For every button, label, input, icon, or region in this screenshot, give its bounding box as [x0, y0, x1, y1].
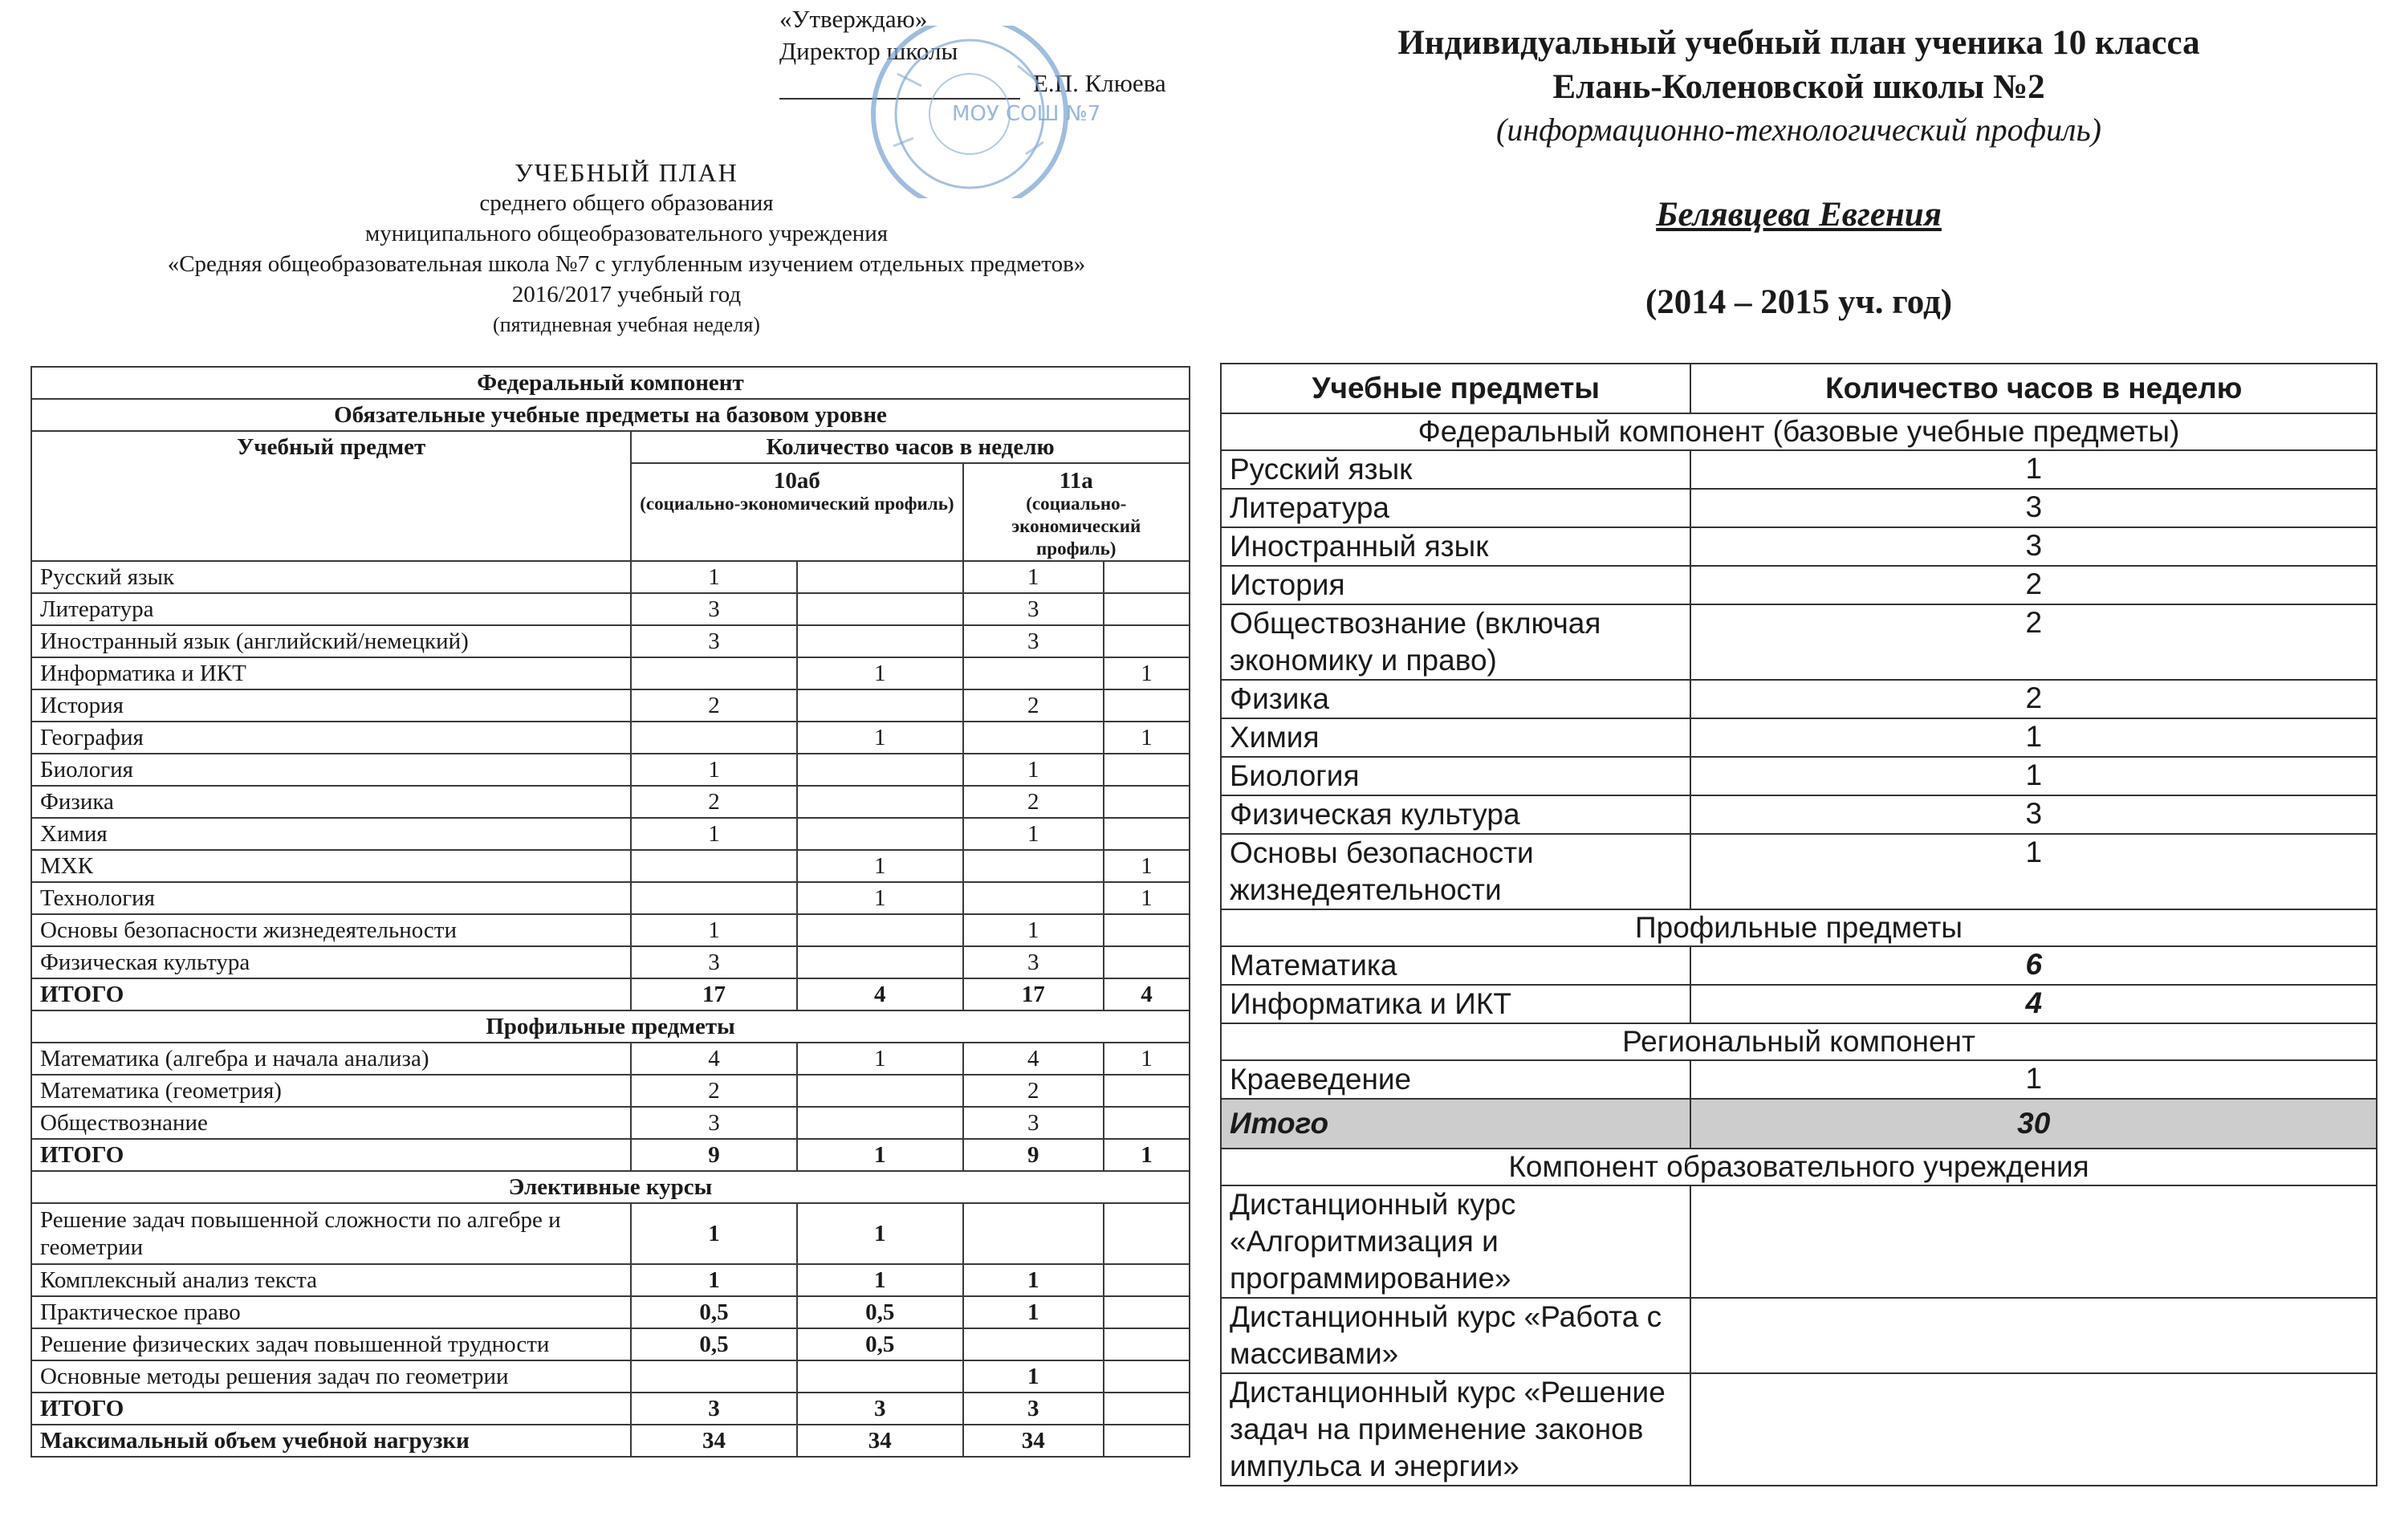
row-hours	[1690, 1185, 2377, 1298]
section-federal-base: Федеральный компонент (базовые учебные предметы)	[1221, 413, 2377, 450]
row-subject: История	[1221, 566, 1690, 604]
table-row	[31, 754, 1190, 786]
row-hours	[1104, 1393, 1190, 1425]
row-hours: 1	[1690, 450, 2377, 489]
row-hours: 34	[631, 1425, 797, 1457]
row-subject: Физическая культура	[1221, 795, 1690, 834]
col-header-class-10ab	[631, 463, 962, 561]
table-row	[1221, 489, 2377, 527]
row-subject: Основные методы решения задач по геометрии	[31, 1360, 631, 1393]
row-subject: История	[31, 689, 631, 722]
table-row	[31, 914, 1190, 946]
table-row	[31, 1296, 1190, 1328]
row-hours: 1	[1104, 1139, 1190, 1171]
table-row	[1221, 834, 2377, 909]
row-subject: Технология	[31, 882, 631, 914]
row-hours	[963, 657, 1104, 689]
row-subject: Практическое право	[31, 1296, 631, 1328]
row-subject: Литература	[1221, 489, 1690, 527]
row-subject: Русский язык	[1221, 450, 1690, 489]
row-hours: 3	[963, 946, 1104, 978]
class-11a-note: (социально-экономический профиль)	[1011, 494, 1141, 559]
row-hours: 1	[797, 1264, 963, 1296]
row-hours	[1104, 1328, 1190, 1360]
plan-title: УЧЕБНЫЙ ПЛАН	[515, 158, 738, 187]
table-row	[31, 786, 1190, 818]
section-regional: Региональный компонент	[1221, 1023, 2377, 1060]
col-header-class-11a	[963, 463, 1190, 561]
row-subject: Физическая культура	[31, 946, 631, 978]
row-subject: Физика	[31, 786, 631, 818]
section-profile: Профильные предметы	[1221, 909, 2377, 946]
row-hours: 3	[963, 1107, 1104, 1139]
row-hours: 1	[797, 657, 963, 689]
row-hours: 2	[631, 689, 797, 722]
table-row	[31, 561, 1190, 593]
row-hours: 1	[631, 754, 797, 786]
row-hours: 1	[1104, 850, 1190, 882]
row-hours	[631, 882, 797, 914]
col-header-hours-per-week: Количество часов в неделю	[1690, 364, 2377, 413]
table-row	[1221, 718, 2377, 757]
row-hours	[1104, 754, 1190, 786]
row-subject: Основы безопасности жизнедеятельности	[1221, 834, 1690, 909]
total-hours: 30	[1690, 1099, 2377, 1149]
row-hours	[1104, 1107, 1190, 1139]
row-hours: 1	[963, 818, 1104, 850]
row-hours: 2	[963, 689, 1104, 722]
table-row	[31, 1360, 1190, 1393]
table-row	[31, 625, 1190, 657]
individual-plan-table	[1220, 363, 2377, 1486]
table-row	[31, 818, 1190, 850]
row-hours: 0,5	[631, 1296, 797, 1328]
row-subject: Информатика и ИКТ	[1221, 985, 1690, 1023]
individual-plan-title	[1220, 21, 2377, 109]
row-hours	[963, 1328, 1104, 1360]
row-hours	[1104, 1425, 1190, 1457]
row-hours	[797, 1360, 963, 1393]
row-hours	[1104, 561, 1190, 593]
row-hours	[963, 1203, 1104, 1264]
row-hours	[1104, 818, 1190, 850]
row-hours: 3	[631, 946, 797, 978]
row-hours	[1104, 914, 1190, 946]
table-row	[31, 593, 1190, 625]
seal-text: МОУ СОШ №7	[952, 102, 1101, 126]
row-subject: Математика (алгебра и начала анализа)	[31, 1043, 631, 1075]
row-hours: 4	[1104, 978, 1190, 1010]
row-hours: 1	[797, 1043, 963, 1075]
row-subject: Химия	[1221, 718, 1690, 757]
row-hours: 3	[1690, 527, 2377, 566]
row-subject: Дистанционный курс «Алгоритмизация и программирование»	[1221, 1185, 1690, 1298]
table-row	[31, 850, 1190, 882]
row-subject: Иностранный язык	[1221, 527, 1690, 566]
row-hours: 3	[631, 1107, 797, 1139]
table-row	[31, 689, 1190, 722]
row-hours: 1	[797, 1139, 963, 1171]
academic-year: (2014 – 2015 уч. год)	[1645, 283, 1953, 321]
director-title: Директор школы	[779, 37, 958, 65]
row-hours: 3	[1690, 489, 2377, 527]
individual-plan-document	[1220, 0, 2377, 1537]
row-hours: 3	[631, 593, 797, 625]
row-hours: 3	[631, 1393, 797, 1425]
class-10ab-note: (социально-экономический профиль)	[640, 494, 954, 514]
table-row	[1221, 985, 2377, 1023]
row-hours: 3	[963, 625, 1104, 657]
row-hours: 2	[631, 1075, 797, 1107]
row-subject: География	[31, 722, 631, 754]
table-row	[31, 1043, 1190, 1075]
row-subject: Комплексный анализ текста	[31, 1264, 631, 1296]
row-subject: Информатика и ИКТ	[31, 657, 631, 689]
row-hours: 1	[963, 754, 1104, 786]
row-subject: Иностранный язык (английский/немецкий)	[31, 625, 631, 657]
row-hours	[1104, 1075, 1190, 1107]
table-row	[31, 1107, 1190, 1139]
row-hours	[963, 882, 1104, 914]
row-hours	[1690, 1373, 2377, 1486]
row-subject: ИТОГО	[31, 978, 631, 1010]
row-subject: Физика	[1221, 680, 1690, 718]
row-hours	[1104, 593, 1190, 625]
row-hours: 2	[963, 1075, 1104, 1107]
section-profile: Профильные предметы	[31, 1010, 1190, 1043]
row-hours	[797, 818, 963, 850]
table-row	[1221, 757, 2377, 795]
row-hours: 1	[963, 914, 1104, 946]
row-hours	[1104, 1264, 1190, 1296]
row-hours	[797, 593, 963, 625]
row-hours: 1	[963, 1360, 1104, 1393]
row-hours	[797, 946, 963, 978]
row-hours: 2	[963, 786, 1104, 818]
section-school-component: Компонент образовательного учреждения	[1221, 1149, 2377, 1185]
table-row	[31, 1425, 1190, 1457]
row-hours: 17	[631, 978, 797, 1010]
row-hours: 1	[963, 1296, 1104, 1328]
row-hours: 2	[1690, 680, 2377, 718]
class-11a-label: 11а	[1059, 468, 1093, 494]
table-row	[1221, 1060, 2377, 1099]
table-row	[1221, 1373, 2377, 1486]
plan-line-2: муниципального общеобразовательного учреждения	[364, 221, 889, 246]
row-hours: 1	[1690, 757, 2377, 795]
row-subject: Биология	[1221, 757, 1690, 795]
row-subject: Дистанционный курс «Решение задач на применение законов импульса и энергии»	[1221, 1373, 1690, 1486]
row-subject: Биология	[31, 754, 631, 786]
row-hours: 1	[631, 1264, 797, 1296]
table-row	[31, 1139, 1190, 1171]
table-row	[31, 946, 1190, 978]
row-hours: 1	[797, 722, 963, 754]
table-row	[31, 978, 1190, 1010]
row-hours: 1	[1104, 657, 1190, 689]
row-hours: 4	[1690, 985, 2377, 1023]
row-subject: Литература	[31, 593, 631, 625]
row-hours: 1	[963, 561, 1104, 593]
row-hours: 2	[1690, 604, 2377, 680]
row-hours	[631, 657, 797, 689]
row-hours: 3	[963, 1393, 1104, 1425]
row-hours	[1104, 1203, 1190, 1264]
row-hours: 0,5	[631, 1328, 797, 1360]
row-hours: 1	[797, 850, 963, 882]
row-hours: 4	[631, 1043, 797, 1075]
table-row	[31, 1328, 1190, 1360]
row-hours	[797, 625, 963, 657]
signer-name: Е.П. Клюева	[1033, 69, 1166, 97]
row-subject: ИТОГО	[31, 1393, 631, 1425]
col-header-hours: Количество часов в неделю	[631, 431, 1190, 463]
row-subject: Химия	[31, 818, 631, 850]
row-hours: 1	[1690, 1060, 2377, 1099]
row-subject: Основы безопасности жизнедеятельности	[31, 914, 631, 946]
row-hours: 34	[963, 1425, 1104, 1457]
table-row	[1221, 527, 2377, 566]
row-hours	[1104, 625, 1190, 657]
row-subject: Решение физических задач повышенной трудности	[31, 1328, 631, 1360]
row-hours: 1	[631, 818, 797, 850]
approve-word: «Утверждаю»	[779, 5, 928, 33]
row-subject: Краеведение	[1221, 1060, 1690, 1099]
row-hours: 1	[797, 1203, 963, 1264]
profile-subtitle: (информационно-технологический профиль)	[1496, 112, 2101, 148]
row-hours	[631, 1360, 797, 1393]
row-hours: 1	[1104, 1043, 1190, 1075]
row-hours	[797, 914, 963, 946]
row-hours	[631, 722, 797, 754]
row-subject: Дистанционный курс «Работа с массивами»	[1221, 1298, 1690, 1373]
class-10ab-label: 10аб	[773, 468, 820, 494]
table-row	[1221, 946, 2377, 985]
total-label: Итого	[1221, 1099, 1690, 1149]
table-row	[31, 1075, 1190, 1107]
row-hours: 3	[631, 625, 797, 657]
row-hours: 1	[631, 561, 797, 593]
table-row	[1221, 1298, 2377, 1373]
table-row	[31, 722, 1190, 754]
row-hours	[797, 754, 963, 786]
row-hours: 3	[797, 1393, 963, 1425]
title-line-2: Елань-Коленовской школы №2	[1552, 68, 2045, 106]
school-curriculum-document	[31, 0, 1190, 1537]
row-hours	[797, 1107, 963, 1139]
row-subject: Обществознание	[31, 1107, 631, 1139]
row-hours	[797, 1075, 963, 1107]
row-hours: 3	[1690, 795, 2377, 834]
row-hours: 1	[631, 1203, 797, 1264]
row-subject: ИТОГО	[31, 1139, 631, 1171]
row-subject: Русский язык	[31, 561, 631, 593]
plan-heading	[31, 157, 1222, 340]
row-hours: 6	[1690, 946, 2377, 985]
row-hours: 2	[631, 786, 797, 818]
col-header-subject: Учебный предмет	[31, 431, 631, 561]
row-hours: 4	[963, 1043, 1104, 1075]
table-row	[31, 1203, 1190, 1264]
row-hours	[963, 722, 1104, 754]
plan-line-4: 2016/2017 учебный год	[511, 282, 742, 307]
row-hours: 1	[1104, 722, 1190, 754]
table-row	[31, 882, 1190, 914]
table-row	[1221, 450, 2377, 489]
row-hours: 9	[631, 1139, 797, 1171]
table-row	[1221, 680, 2377, 718]
row-hours	[797, 561, 963, 593]
row-hours: 0,5	[797, 1328, 963, 1360]
row-hours: 34	[797, 1425, 963, 1457]
table-row	[1221, 566, 2377, 604]
plan-line-5: (пятидневная учебная неделя)	[493, 313, 760, 336]
table-row	[31, 657, 1190, 689]
section-federal: Федеральный компонент	[31, 367, 1190, 399]
row-subject: Обществознание (включая экономику и право)	[1221, 604, 1690, 680]
row-hours: 1	[1690, 834, 2377, 909]
row-hours	[797, 689, 963, 722]
row-hours: 0,5	[797, 1296, 963, 1328]
school-plan-table	[31, 366, 1190, 1458]
row-hours: 4	[797, 978, 963, 1010]
row-hours: 17	[963, 978, 1104, 1010]
row-hours: 2	[1690, 566, 2377, 604]
table-row	[31, 1393, 1190, 1425]
section-elective: Элективные курсы	[31, 1171, 1190, 1203]
row-subject: Максимальный объем учебной нагрузки	[31, 1425, 631, 1457]
row-subject: Математика (геометрия)	[31, 1075, 631, 1107]
plan-line-3: «Средняя общеобразовательная школа №7 с углубленным изучением отдельных предметов»	[167, 251, 1086, 277]
row-hours	[1104, 1296, 1190, 1328]
table-row	[1221, 604, 2377, 680]
title-line-1: Индивидуальный учебный план ученика 10 класса	[1397, 24, 2200, 62]
row-hours	[963, 850, 1104, 882]
row-hours: 1	[1690, 718, 2377, 757]
row-hours	[1104, 786, 1190, 818]
row-hours	[1104, 946, 1190, 978]
table-row	[1221, 1185, 2377, 1298]
table-row	[31, 1264, 1190, 1296]
row-hours: 1	[1104, 882, 1190, 914]
plan-line-1: среднего общего образования	[479, 190, 774, 216]
table-row	[1221, 795, 2377, 834]
row-hours: 1	[797, 882, 963, 914]
row-hours: 3	[963, 593, 1104, 625]
row-subject: Математика	[1221, 946, 1690, 985]
row-hours: 9	[963, 1139, 1104, 1171]
row-hours	[631, 850, 797, 882]
row-hours: 1	[631, 914, 797, 946]
row-hours: 1	[963, 1264, 1104, 1296]
section-mandatory: Обязательные учебные предметы на базовом уровне	[31, 399, 1190, 431]
row-subject: Решение задач повышенной сложности по алгебре и геометрии	[31, 1203, 631, 1264]
col-header-subjects: Учебные предметы	[1221, 364, 1690, 413]
row-hours	[1104, 689, 1190, 722]
row-hours	[797, 786, 963, 818]
row-hours	[1690, 1298, 2377, 1373]
row-subject: МХК	[31, 850, 631, 882]
student-name: Белявцева Евгения	[1656, 196, 1942, 234]
total-row	[1221, 1099, 2377, 1149]
row-hours	[1104, 1360, 1190, 1393]
